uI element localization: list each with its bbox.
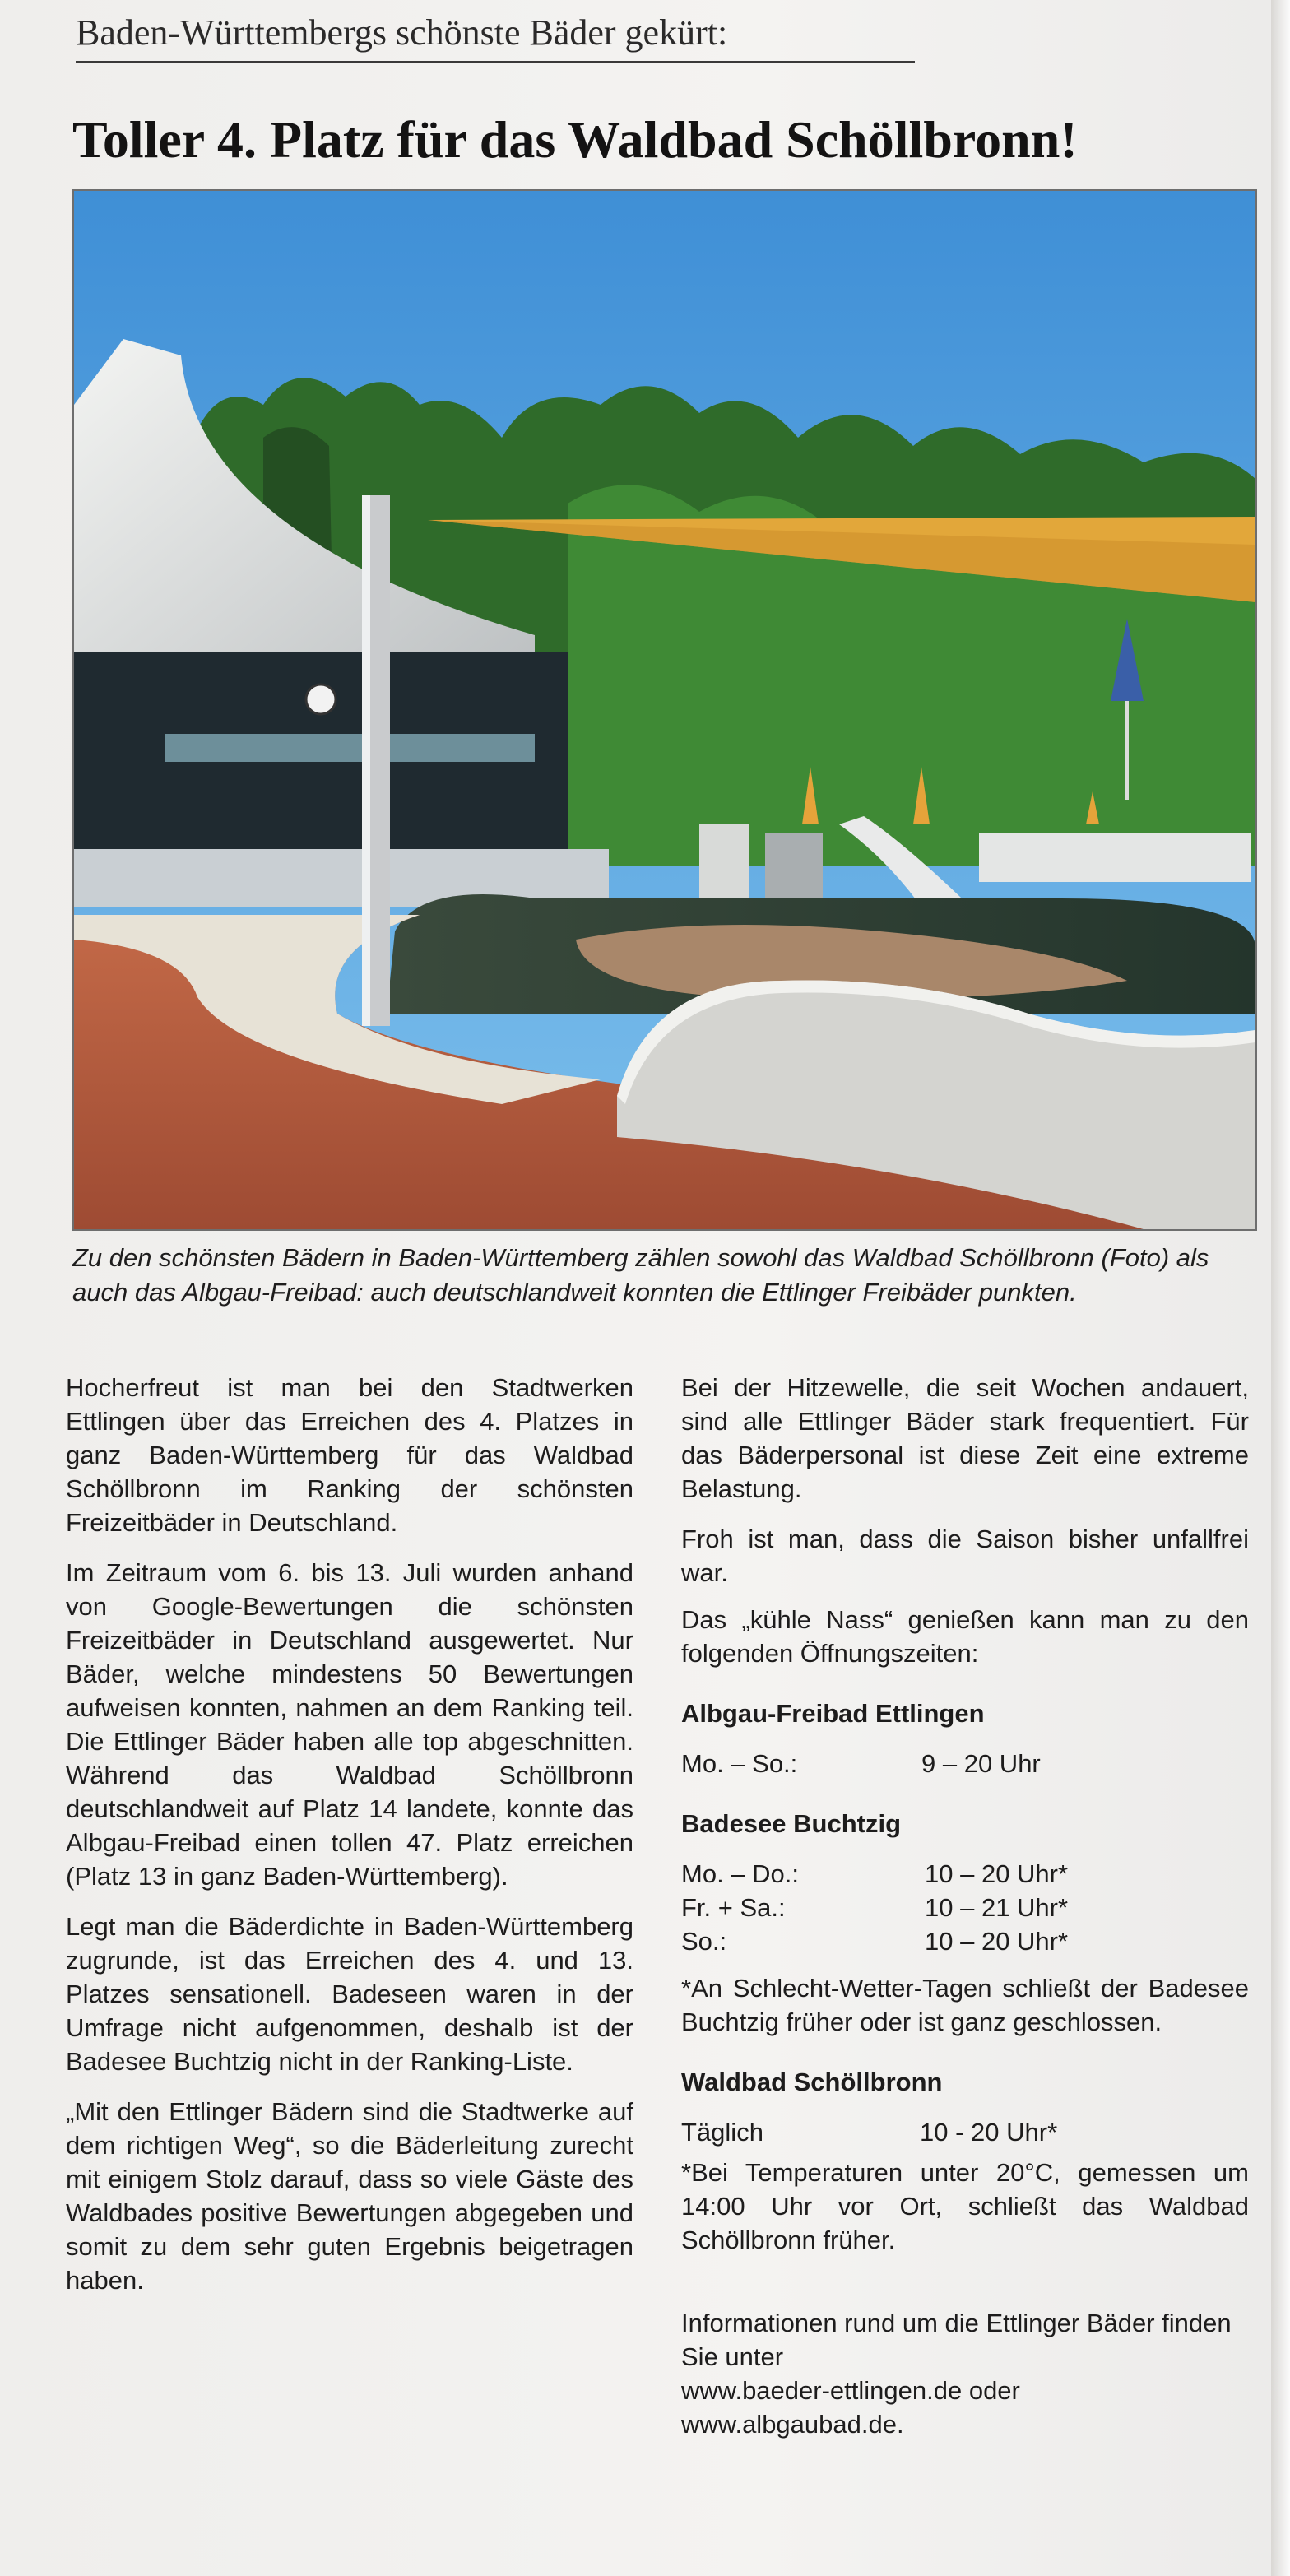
website-link[interactable]: www.baeder-ettlingen.de oder xyxy=(681,2376,1020,2405)
hours-row xyxy=(681,2115,1249,2149)
hours-row xyxy=(681,1747,1249,1780)
section-title: Albgau-Freibad Ettlingen xyxy=(681,1699,985,1728)
info-text: Informationen rund um die Ettlinger Bäder finden Sie unter xyxy=(681,2309,1232,2371)
info-block xyxy=(681,2306,1249,2441)
hours-days: So.: xyxy=(681,1927,727,1956)
hours-note: *An Schlecht-Wetter-Tagen schließt der Badesee Buchtzig früher oder ist ganz geschlossen. xyxy=(681,1974,1249,2036)
hours-note: *Bei Temperaturen unter 20°C, gemessen um 14:00 Uhr vor Ort, schließt das Waldbad Schöllbronn früher. xyxy=(681,2158,1249,2254)
hours-schoellbronn xyxy=(681,2065,1249,2257)
hours-time: 10 – 21 Uhr* xyxy=(925,1893,1069,1922)
hours-time: 10 – 20 Uhr* xyxy=(925,1927,1069,1956)
section-title: Waldbad Schöllbronn xyxy=(681,2068,943,2096)
hours-buchtzig xyxy=(681,1807,1249,2039)
left-column xyxy=(66,1371,633,2314)
hours-days: Fr. + Sa.: xyxy=(681,1893,786,1922)
section-title: Badesee Buchtzig xyxy=(681,1809,902,1838)
paragraph: „Mit den Ettlinger Bädern sind die Stadtwerke auf dem richtigen Weg“, so die Bäderleitung zurecht mit einigem Stolz darauf, dass so viele Gäste des Waldbades positive Bewertungen abgegeben und somit zu dem sehr guten Ergebnis beigetragen haben. xyxy=(66,2097,633,2295)
paragraph: Das „kühle Nass“ genießen kann man zu den folgenden Öffnungszeiten: xyxy=(681,1605,1249,1668)
article-kicker: Baden-Württembergs schönste Bäder gekürt: xyxy=(76,5,915,63)
hours-row xyxy=(681,1857,1249,1891)
hours-row xyxy=(681,1924,1249,1958)
article-photo xyxy=(72,189,1257,1231)
hours-row xyxy=(681,1891,1249,1924)
right-column xyxy=(681,1371,1249,2441)
hours-time: 9 – 20 Uhr xyxy=(921,1749,1041,1778)
website-link[interactable]: www.albgaubad.de. xyxy=(681,2410,904,2439)
paragraph: Im Zeitraum vom 6. bis 13. Juli wurden anhand von Google-Bewertungen die schönsten Freizeitbäder in Deutschland ausgewertet. Nur Bäder, welche mindestens 50 Bewertungen aufweisen konnten, nahmen an dem Ranking teil. Die Ettlinger Bäder haben alle top abgeschnitten. Während das Waldbad Schöllbronn deutschlandweit auf Platz 14 landete, konnte das Albgau-Freibad einen tollen 47. Platz erreichen (Platz 13 in ganz Baden-Württemberg). xyxy=(66,1558,633,1891)
article-headline: Toller 4. Platz für das Waldbad Schöllbronn! xyxy=(72,110,1078,169)
hours-days: Mo. – Do.: xyxy=(681,1859,799,1888)
bleed-through-text xyxy=(1070,16,1079,60)
paragraph: Bei der Hitzewelle, die seit Wochen andauert, sind alle Ettlinger Bäder stark frequentiert. Für das Bäderpersonal ist diese Zeit eine extreme Belastung. xyxy=(681,1373,1249,1503)
hours-time: 10 - 20 Uhr* xyxy=(920,2118,1058,2147)
paragraph: Legt man die Bäderdichte in Baden-Württemberg zugrunde, ist das Erreichen des 4. und 13. Platzes sensationell. Badeseen waren in der Umfrage nicht aufgenommen, deshalb ist der Badesee Buchtzig nicht in der Ranking-Liste. xyxy=(66,1912,633,2076)
paragraph: Hocherfreut ist man bei den Stadtwerken Ettlingen über das Erreichen des 4. Platzes in ganz Baden-Württemberg für das Waldbad Schöllbronn im Ranking der schönsten Freizeitbäder in Deutschland. xyxy=(66,1373,633,1537)
hours-days: Täglich xyxy=(681,2118,763,2147)
paragraph: Froh ist man, dass die Saison bisher unfallfrei war. xyxy=(681,1525,1249,1587)
hours-albgau xyxy=(681,1696,1249,1780)
hours-time: 10 – 20 Uhr* xyxy=(925,1859,1069,1888)
photo-caption: Zu den schönsten Bädern in Baden-Württemberg zählen sowohl das Waldbad Schöllbronn (Foto) als auch das Albgau-Freibad: auch deutschlandweit konnten die Ettlinger Freibäder punkten. xyxy=(72,1243,1209,1307)
page-edge xyxy=(1271,0,1290,2576)
hours-days: Mo. – So.: xyxy=(681,1749,798,1778)
